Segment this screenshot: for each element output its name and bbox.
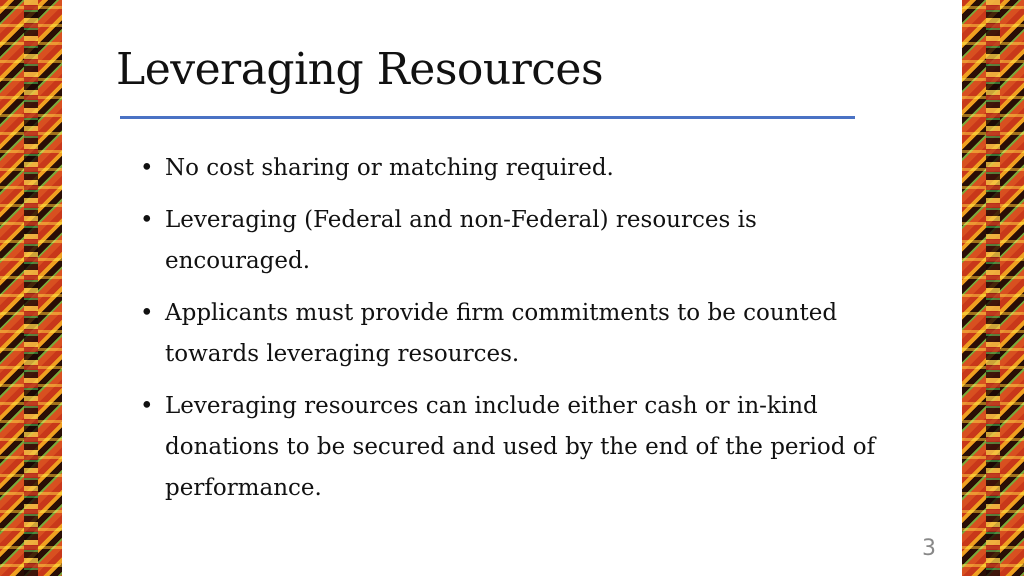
bullet-list — [140, 148, 880, 520]
bullet-text: Leveraging (Federal and non-Federal) resources is encouraged. — [165, 207, 757, 274]
right-decorative-border — [962, 0, 1024, 576]
page-number: 3 — [922, 536, 936, 561]
bullet-text: No cost sharing or matching required. — [165, 155, 614, 181]
bullet-text: Leveraging resources can include either cash or in-kind donations to be secured and used by the end of the period of performance. — [165, 393, 876, 501]
bullet-icon: • — [140, 300, 154, 326]
left-decorative-border — [0, 0, 62, 576]
bullet-item — [140, 148, 880, 189]
bullet-item — [140, 293, 880, 375]
bullet-text: Applicants must provide firm commitments to be counted towards leveraging resources. — [165, 300, 838, 367]
bullet-item — [140, 386, 880, 509]
slide-title: Leveraging Resources — [116, 44, 604, 95]
bullet-icon: • — [140, 393, 154, 419]
bullet-item — [140, 200, 880, 282]
bullet-icon: • — [140, 207, 154, 233]
title-underline-rule — [120, 116, 855, 119]
bullet-icon: • — [140, 155, 154, 181]
